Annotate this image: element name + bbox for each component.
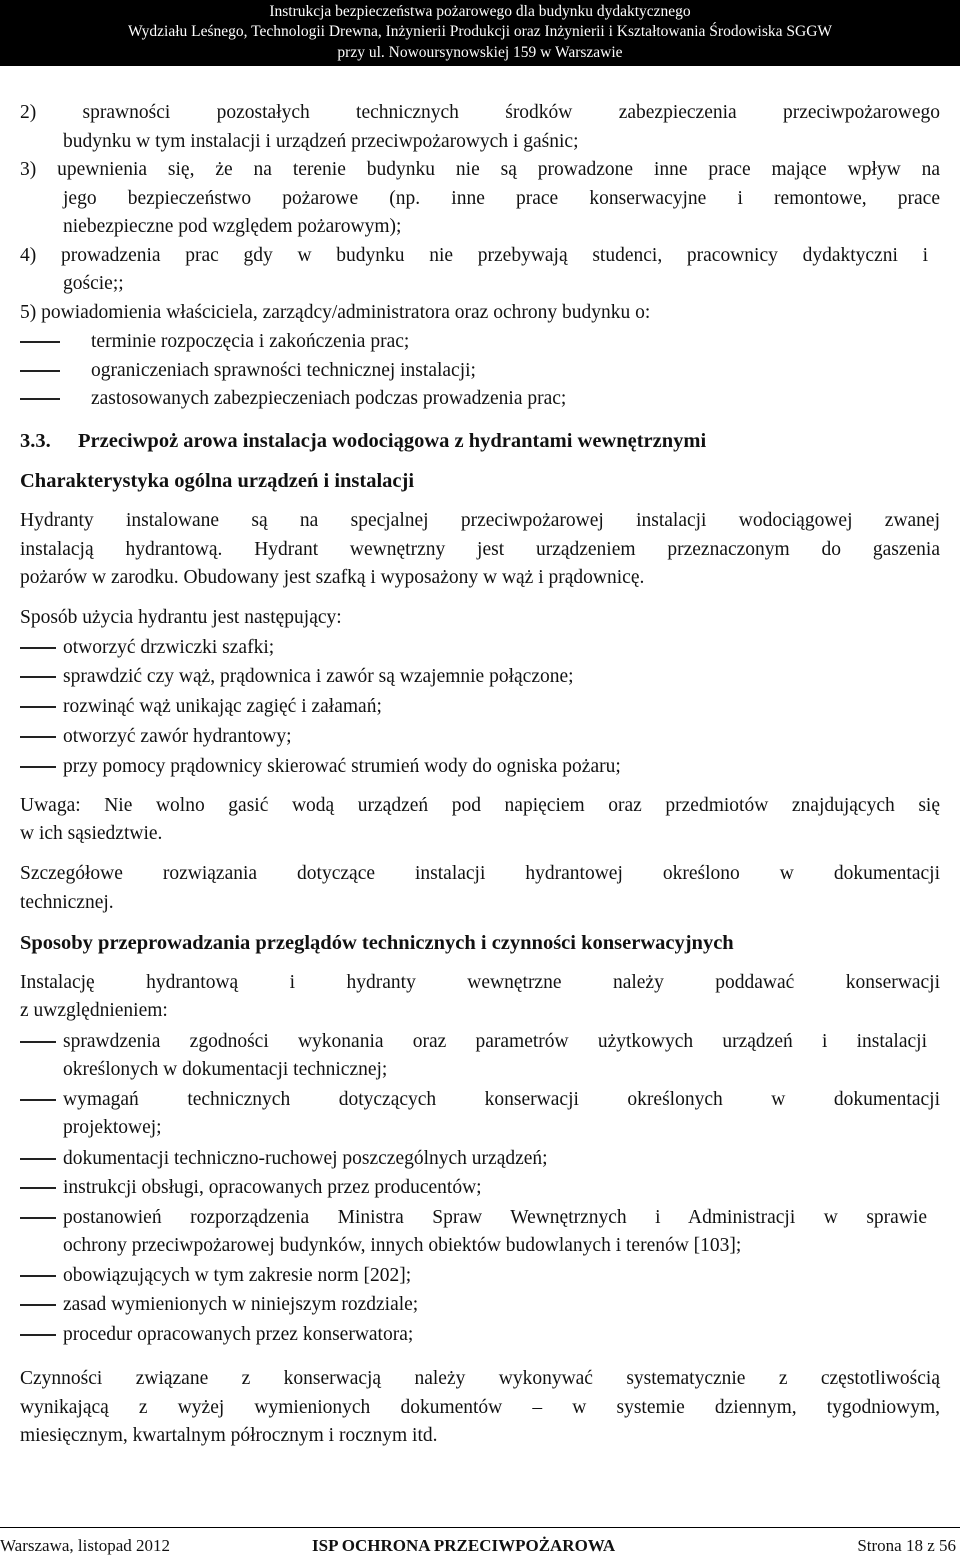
- dash-bullet: [20, 1187, 56, 1189]
- section-number: 3.3.: [20, 430, 51, 452]
- dash-bullet: [20, 1304, 56, 1306]
- maint-item-1-line-2: określonych w dokumentacji technicznej;: [63, 1059, 388, 1080]
- sub-item-1: terminie rozpoczęcia i zakończenia prac;: [91, 331, 410, 352]
- sub-item-3: zastosowanych zabezpieczeniach podczas prowadzenia prac;: [91, 388, 567, 409]
- usage-intro: Sposób użycia hydrantu jest następujący:: [20, 607, 342, 628]
- maint-item-2-line-2: projektowej;: [63, 1117, 162, 1138]
- list-item-4-line-1: 4) prowadzenia prac gdy w budynku nie przebywają studenci, pracownicy dydaktyczni i: [20, 245, 928, 266]
- maint-item-3: dokumentacji techniczno-ruchowej poszczególnych urządzeń;: [63, 1148, 548, 1169]
- dash-bullet: [20, 1099, 56, 1101]
- closing-line-2: wynikającą z wyżej wymienionych dokumentów – w systemie dziennym, tygodniowym,: [20, 1397, 940, 1418]
- document-header: [0, 0, 960, 66]
- list-item-2-line-2: budynku w tym instalacji i urządzeń przeciwpożarowych i gaśnic;: [63, 131, 579, 152]
- header-faculty: Wydziału Leśnego, Technologii Drewna, Inżynierii Produkcji oraz Inżynierii i Kształtowania Środowiska SGGW: [127, 23, 833, 40]
- para1-line-2: instalacją hydrantową. Hydrant wewnętrzny jest urządzeniem przeznaczonym do gaszenia: [20, 539, 940, 560]
- warning-line-2: w ich sąsiedztwie.: [20, 823, 163, 844]
- maint-intro-line-1: Instalację hydrantową i hydranty wewnętrzne należy poddawać konserwacji: [20, 972, 940, 993]
- footer-title: ISP OCHRONA PRZECIWPOŻAROWA: [312, 1536, 616, 1555]
- footer-page-number: Strona 18 z 56: [857, 1536, 956, 1555]
- dash-bullet: [20, 1217, 56, 1219]
- para1-line-1: Hydranty instalowane są na specjalnej przeciwpożarowej instalacji wodociągowej zwanej: [20, 510, 940, 531]
- dash-bullet: [20, 676, 56, 678]
- footer-rule: [0, 1527, 960, 1528]
- maint-item-5-line-1: postanowień rozporządzenia Ministra Spraw Wewnętrznych i Administracji w sprawie: [63, 1207, 927, 1228]
- dash-bullet: [20, 398, 60, 400]
- usage-step-3: rozwinąć wąż unikając zagięć i załamań;: [63, 696, 382, 717]
- dash-bullet: [20, 736, 56, 738]
- maint-item-4: instrukcji obsługi, opracowanych przez producentów;: [63, 1177, 482, 1198]
- usage-step-1: otworzyć drzwiczki szafki;: [63, 637, 275, 658]
- dash-bullet: [20, 766, 56, 768]
- closing-line-3: miesięcznym, kwartalnym półrocznym i rocznym itd.: [20, 1425, 438, 1446]
- dash-bullet: [20, 1275, 56, 1277]
- footer-date: Warszawa, listopad 2012: [0, 1536, 170, 1555]
- details-line-1: Szczegółowe rozwiązania dotyczące instalacji hydrantowej określono w dokumentacji: [20, 863, 940, 884]
- header-address: przy ul. Nowoursynowskiej 159 w Warszawie: [337, 44, 623, 61]
- maint-item-8: procedur opracowanych przez konserwatora;: [63, 1324, 414, 1345]
- dash-bullet: [20, 1041, 56, 1043]
- dash-bullet: [20, 1158, 56, 1160]
- list-item-5-line-1: 5) powiadomienia właściciela, zarządcy/administratora oraz ochrony budynku o:: [20, 302, 651, 323]
- section-title: Przeciwpoż arowa instalacja wodociągowa z hydrantami wewnętrznymi: [78, 430, 707, 452]
- subheading-inspections: Sposoby przeprowadzania przeglądów technicznych i czynności konserwacyjnych: [20, 932, 734, 954]
- maint-item-2-line-1: wymagań technicznych dotyczących konserwacji określonych w dokumentacji: [63, 1089, 940, 1110]
- sub-item-2: ograniczeniach sprawności technicznej instalacji;: [91, 360, 476, 381]
- usage-step-2: sprawdzić czy wąż, prądownica i zawór są wzajemnie połączone;: [63, 666, 574, 687]
- usage-step-4: otworzyć zawór hydrantowy;: [63, 726, 292, 747]
- closing-line-1: Czynności związane z konserwacją należy wykonywać systematycznie z częstotliwością: [20, 1368, 940, 1389]
- dash-bullet: [20, 647, 56, 649]
- header-title: Instrukcja bezpieczeństwa pożarowego dla budynku dydaktycznego: [269, 3, 691, 20]
- list-item-2-line-1: 2) sprawności pozostałych technicznych środków zabezpieczenia przeciwpożarowego: [20, 102, 940, 123]
- warning-line-1: Uwaga: Nie wolno gasić wodą urządzeń pod napięciem oraz przedmiotów znajdujących się: [20, 795, 940, 816]
- maint-item-7: zasad wymienionych w niniejszym rozdziale;: [63, 1294, 419, 1315]
- maint-intro-line-2: z uwzględnieniem:: [20, 1000, 168, 1021]
- list-item-4-line-2: goście;;: [63, 273, 124, 294]
- list-item-3-line-3: niebezpieczne pod względem pożarowym);: [63, 216, 402, 237]
- list-item-3-line-2: jego bezpieczeństwo pożarowe (np. inne prace konserwacyjne i remontowe, prace: [63, 188, 940, 209]
- para1-line-3: pożarów w zarodku. Obudowany jest szafką i wyposażony w wąż i prądownicę.: [20, 567, 645, 588]
- subheading-characteristics: Charakterystyka ogólna urządzeń i instalacji: [20, 470, 415, 492]
- usage-step-5: przy pomocy prądownicy skierować strumień wody do ogniska pożaru;: [63, 756, 621, 777]
- maint-item-5-line-2: ochrony przeciwpożarowej budynków, innych obiektów budowlanych i terenów [103];: [63, 1235, 742, 1256]
- maint-item-6: obowiązujących w tym zakresie norm [202];: [63, 1265, 412, 1286]
- maint-item-1-line-1: sprawdzenia zgodności wykonania oraz parametrów użytkowych urządzeń i instalacji: [63, 1031, 927, 1052]
- list-item-3-line-1: 3) upewnienia się, że na terenie budynku nie są prowadzone inne prace mające wpływ na: [20, 159, 940, 180]
- dash-bullet: [20, 706, 56, 708]
- dash-bullet: [20, 370, 60, 372]
- details-line-2: technicznej.: [20, 892, 114, 913]
- dash-bullet: [20, 341, 60, 343]
- dash-bullet: [20, 1334, 56, 1336]
